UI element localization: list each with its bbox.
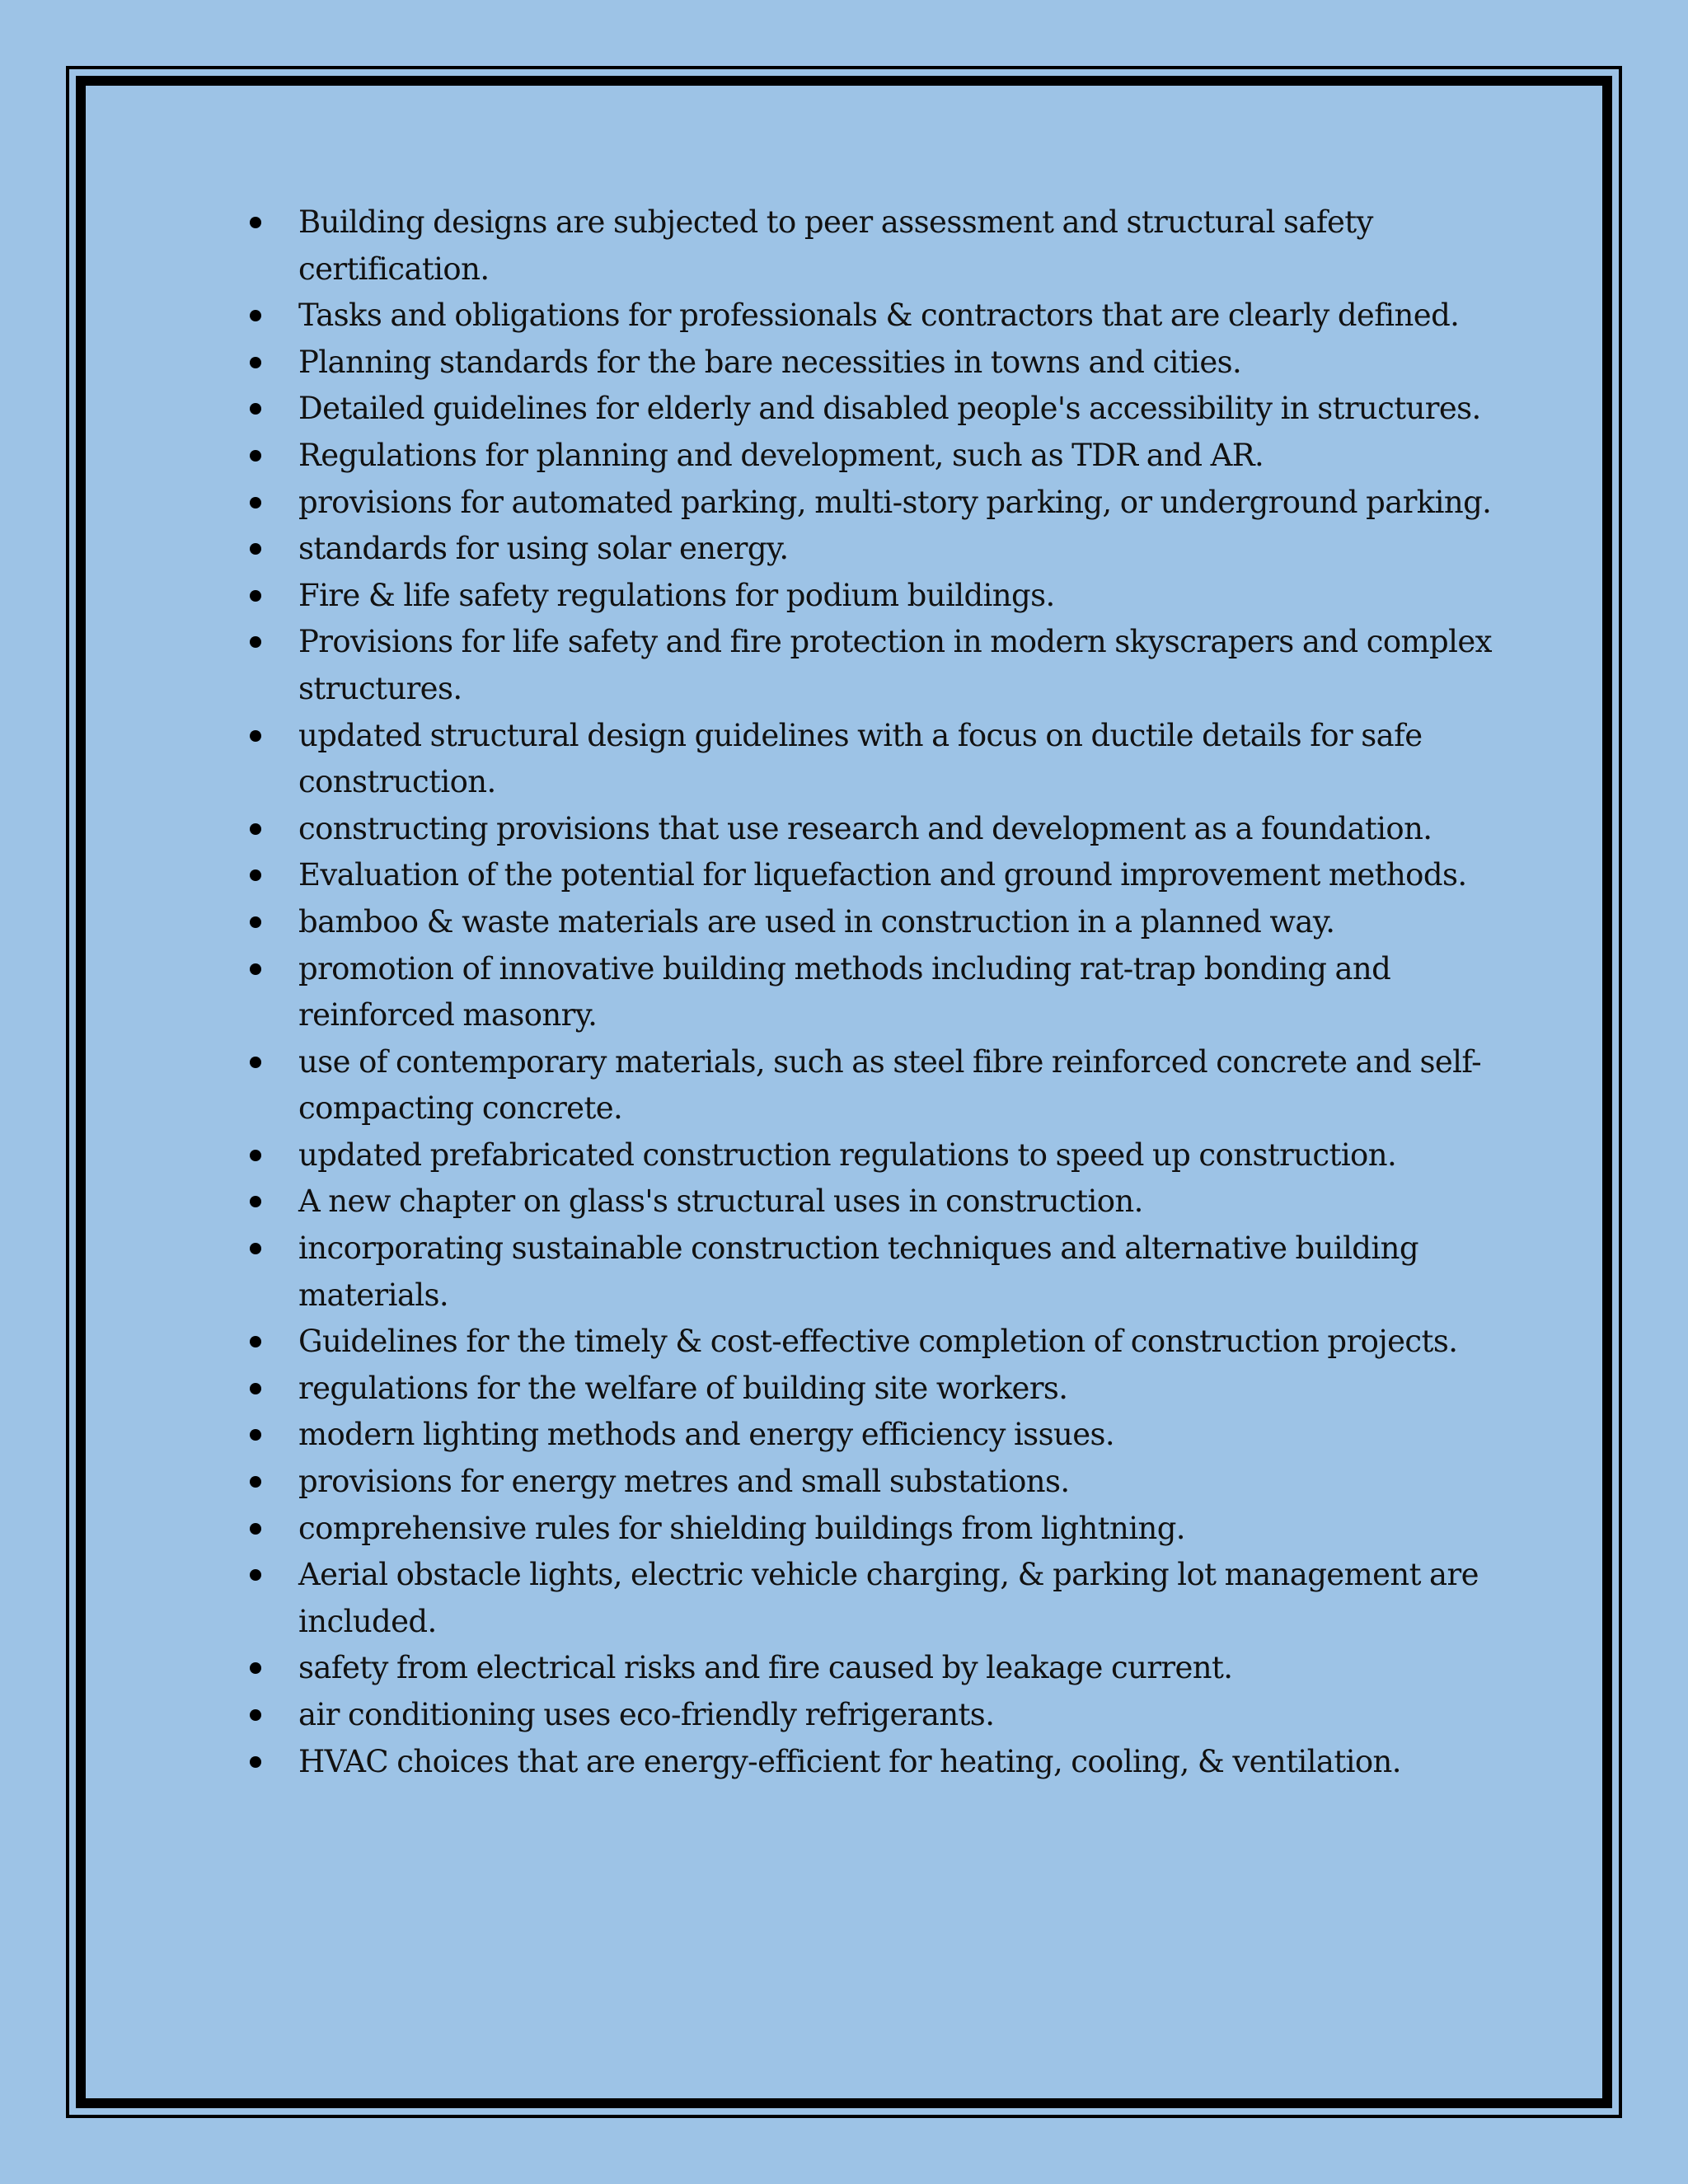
bullet-icon [250,1336,261,1347]
list-item [247,573,1517,620]
list-item-text: provisions for automated parking, multi-story parking, or underground parking. [298,484,1492,520]
bullet-icon [250,497,261,509]
list-item-text: Guidelines for the timely & cost-effective completion of construction projects. [298,1324,1458,1360]
list-item-text: updated prefabricated construction regulations to speed up construction. [298,1137,1397,1173]
list-item [247,1366,1517,1413]
list-item-text: Planning standards for the bare necessities in towns and cities. [298,344,1242,380]
list-item-text: updated structural design guidelines with a focus on ductile details for safe construction. [298,717,1423,800]
list-item-text: regulations for the welfare of building site workers. [298,1370,1068,1406]
bullet-icon [250,1569,261,1581]
list-item-text: HVAC choices that are energy-efficient for heating, cooling, & ventilation. [298,1743,1401,1779]
list-item [247,1506,1517,1553]
bullet-icon [250,403,261,415]
bullet-icon [250,543,261,555]
list-item-text: modern lighting methods and energy efficiency issues. [298,1417,1115,1453]
list-item [247,1132,1517,1179]
list-item [247,1739,1517,1786]
bullet-icon [250,450,261,462]
list-item [247,899,1517,946]
list-item-text: constructing provisions that use research and development as a foundation. [298,810,1432,846]
bullet-icon [250,310,261,321]
bullet-icon [250,1429,261,1441]
list-item [247,1552,1517,1645]
bullet-icon [250,916,261,928]
list-item [247,386,1517,433]
bullet-icon [250,1383,261,1394]
list-item [247,1179,1517,1226]
bullet-icon [250,1662,261,1674]
list-item-text: standards for using solar energy. [298,531,789,567]
list-item-text: Building designs are subjected to peer assessment and structural safety certification. [298,204,1373,287]
list-item [247,480,1517,527]
list-item-text: incorporating sustainable construction techniques and alternative building materials. [298,1230,1418,1313]
document-body [247,199,1517,1785]
bullet-icon [250,823,261,835]
list-item [247,619,1517,712]
list-item-text: Detailed guidelines for elderly and disabled people's accessibility in structures. [298,391,1481,427]
list-item [247,1319,1517,1366]
bullet-icon [250,730,261,742]
list-item-text: comprehensive rules for shielding buildings from lightning. [298,1510,1185,1546]
list-item-text: air conditioning uses eco-friendly refrigerants. [298,1697,995,1732]
bullet-icon [250,869,261,881]
bullet-icon [250,963,261,975]
list-item-text: A new chapter on glass's structural uses in construction. [298,1183,1143,1220]
bullet-icon [250,1150,261,1161]
list-item [247,946,1517,1039]
list-item [247,806,1517,853]
list-item-text: use of contemporary materials, such as steel fibre reinforced concrete and self-compacting concrete. [298,1043,1482,1127]
list-item [247,293,1517,340]
list-item [247,526,1517,573]
list-item-text: Aerial obstacle lights, electric vehicle charging, & parking lot management are included. [298,1557,1479,1639]
list-item [247,852,1517,899]
list-item [247,1412,1517,1459]
list-item [247,1226,1517,1319]
bullet-icon [250,1243,261,1254]
list-item [247,713,1517,806]
list-item-text: Evaluation of the potential for liquefaction and ground improvement methods. [298,857,1467,893]
list-item-text: Fire & life safety regulations for podium buildings. [298,577,1055,613]
bullet-list [247,199,1517,1785]
list-item [247,433,1517,480]
list-item [247,1039,1517,1132]
bullet-icon [250,636,261,648]
bullet-icon [250,1709,261,1721]
list-item-text: bamboo & waste materials are used in construction in a planned way. [298,903,1335,940]
bullet-icon [250,1057,261,1068]
list-item-text: promotion of innovative building methods including rat-trap bonding and reinforced masonry. [298,950,1391,1033]
bullet-icon [250,1523,261,1535]
list-item [247,340,1517,387]
bullet-icon [250,1756,261,1768]
bullet-icon [250,590,261,602]
list-item-text: provisions for energy metres and small substations. [298,1464,1070,1500]
bullet-icon [250,217,261,228]
bullet-icon [250,357,261,368]
list-item-text: Provisions for life safety and fire protection in modern skyscrapers and complex structures. [298,624,1492,706]
bullet-icon [250,1476,261,1488]
list-item-text: safety from electrical risks and fire caused by leakage current. [298,1650,1233,1686]
list-item-text: Regulations for planning and development, such as TDR and AR. [298,437,1264,473]
list-item [247,1459,1517,1506]
list-item [247,1645,1517,1692]
list-item [247,199,1517,293]
bullet-icon [250,1196,261,1207]
list-item-text: Tasks and obligations for professionals & contractors that are clearly defined. [298,298,1460,334]
list-item [247,1692,1517,1739]
